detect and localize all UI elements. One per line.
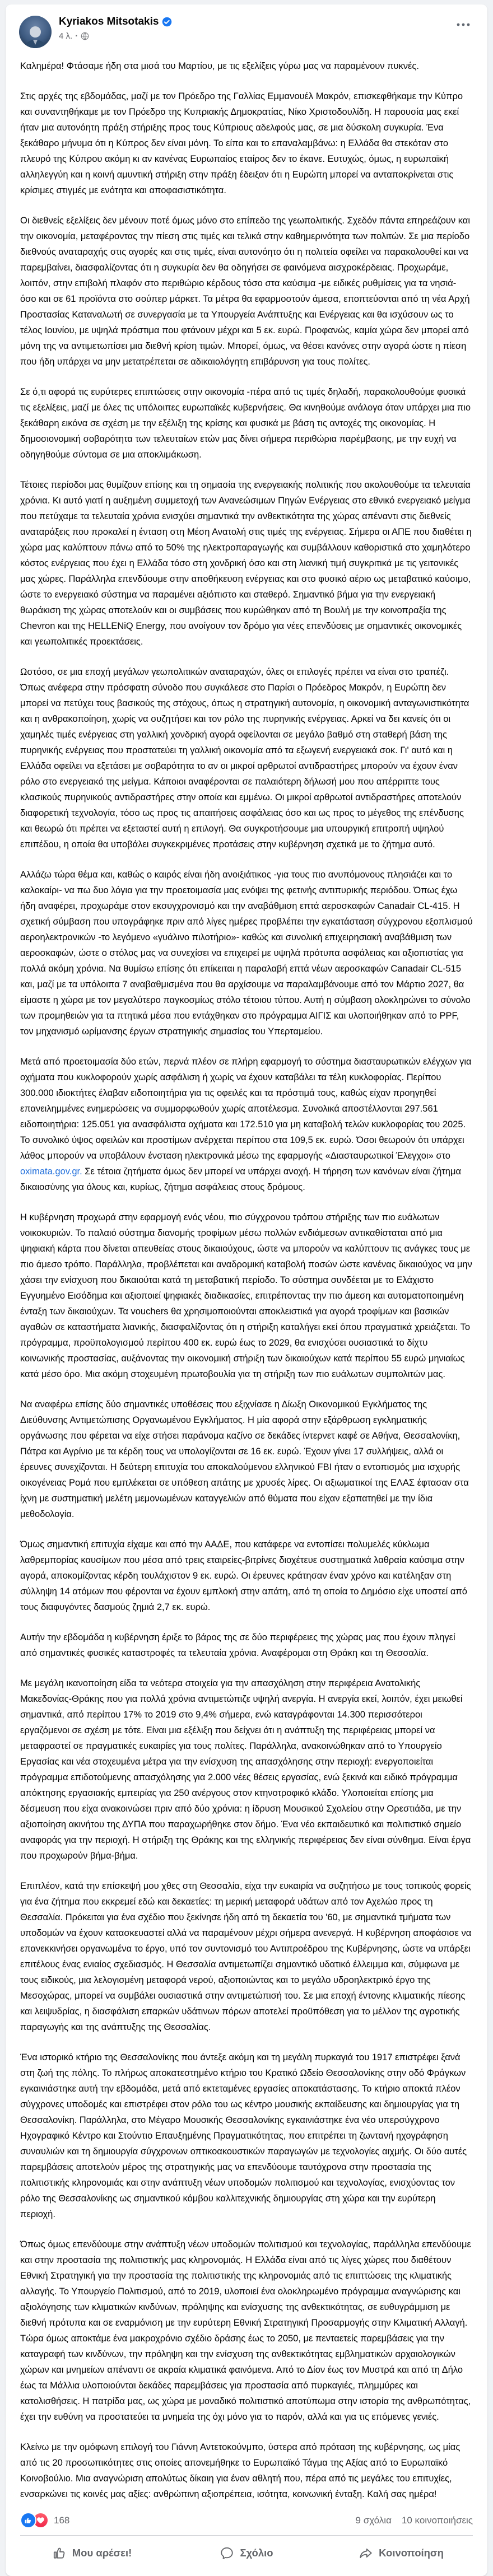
reaction-count: 168 (54, 2514, 70, 2526)
paragraph: Επιπλέον, κατά την επίσκεψή μου χθες στη Θεσσαλία, είχα την ευκαιρία να συζητήσω με τους τοπικούς φορείς για ένα ζήτημα που εκκρεμεί εδώ και δεκαετίες: τη μερική μεταφορά υδάτων από τον Αχελώο προς τη Θεσσαλία. Πρόκειται για ένα σχέδιο που ξεκίνησε ήδη από τη δεκαετία του '60, με σημαντικά τμήματα των υποδομών να έχουν κατασκευαστεί αλλά να παραμένουν μέχρι σήμερα ανενεργά. Η κυβέρνηση αποφάσισε να επανεκκινήσει οργανωμένα το έργο, υπό τον συντονισμό του Αντιπροέδρου της Κυβέρνησης, ώστε να υπάρξει επιτέλους ένας ενιαίος σχεδιασμός. Η Θεσσαλία αντιμετωπίζει σημαντικό υδατικό έλλειμμα και, σύμφωνα με τους ειδικούς, μια λελογισμένη μεταφορά νερού, αξιοποιώντας και το μεγάλο υδροηλεκτρικό έργο της Μεσοχώρας, μπορεί να συμβάλει ουσιαστικά στην αντιμετώπισή του. Σε μια εποχή έντονης κλιματικής πίεσης και λειψυδρίας, η διασφάλιση επαρκών υδάτινων πόρων αποτελεί προϋπόθεση για το μέλλον της αγροτικής παραγωγής και της ανάπτυξης της Θεσσαλίας. (20, 1881, 472, 2032)
paragraph: Αλλάζω τώρα θέμα και, καθώς ο καιρός είναι ήδη ανοιξιάτικος -για τους πιο ανυπόμονους πλησιάζει και το καλοκαίρι- να πω δυο λόγια για την προετοιμασία μας ενόψει της φετινής αντιπυρικής περιόδου. Όπως έχω ήδη αναφέρει, προχωράμε στον εκσυγχρονισμό και την αναβάθμιση επτά αεροσκαφών Canadair CL-415. Η σχετική σύμβαση που υπογράφηκε πριν από λίγες ημέρες προβλέπει την εγκατάσταση σύγχρονου εξοπλισμού αεροηλεκτρονικών -το λεγόμενο «γυάλινο πιλοτήριο»- καθώς και συνολική επιχειρησιακή αναβάθμιση των αεροσκαφών, ώστε ο στόλος μας να συνεχίσει να επιχειρεί με υψηλά πρότυπα ασφάλειας και αξιοπιστίας για πολλά ακόμη χρόνια. Να θυμίσω επίσης ότι επίκειται η παραλαβή επτά νέων αεροσκαφών Canadair CL-515 και, μαζί με τα υπόλοιπα 7 αναβαθμισμένα που θα αρχίσουμε να παραλαμβάνουμε από τον Μάρτιο 2027, θα είμαστε η χώρα με τον μεγαλύτερο παγκοσμίως στόλο τέτοιου τύπου. Αυτή η σύμβαση ολοκληρώνει το σύνολο των προμηθειών για τα πτητικά μέσα που εντάχθηκαν στο πρόγραμμα ΑΙΓΙΣ και υλοποιήθηκαν από το PPF, τον μηχανισμό ωρίμανσης έργων στρατηγικής σημασίας του Υπερταμείου. (20, 870, 473, 1037)
share-button-label: Κοινοποίηση (379, 2547, 444, 2559)
comment-button[interactable] (169, 2539, 324, 2567)
paragraph: Όμως σημαντική επιτυχία είχαμε και από την ΑΑΔΕ, που κατάφερε να εντοπίσει πολυμελές κύκλωμα λαθρεμπορίας καυσίμων που μέσα από τρεις εταιρείες-βιτρίνες διοχέτευε συστηματικά λαθραία καύσιμα στην αγορά, αποκομίζοντας κέρδη τουλάχιστον 9 εκ. ευρώ. Οι έρευνες κράτησαν έναν χρόνο και κατέληξαν στη σύλληψη 14 ατόμων που φέρονται να έχουν εμπλοκή στην απάτη, από τη οποία το Δημόσιο είχε υποστεί από τους διαφυγόντες δασμούς ζημιά 2,7 εκ. ευρώ. (20, 1539, 467, 1612)
post-text (6, 48, 487, 2502)
avatar[interactable] (19, 16, 52, 48)
reactions-summary[interactable] (20, 2512, 69, 2528)
paragraph: Στις αρχές της εβδομάδας, μαζί με τον Πρόεδρο της Γαλλίας Εμμανουέλ Μακρόν, επισκεφθήκαμε την Κύπρο και συναντηθήκαμε με τον Πρόεδρο της Κυπριακής Δημοκρατίας, Νίκο Χριστοδουλίδη. Η παρουσία μας εκεί ήταν μια αυτονόητη πράξη στήριξης προς τους Κύπριους αδελφούς μας, σε μια δύσκολη συγκυρία. Ένα ξεκάθαρο μήνυμα ότι η Κύπρος δεν είναι μόνη. Το είπα και το επαναλαμβάνω: η Ελλάδα θα στεκόταν στο πλευρό της Κύπρου ακόμη κι αν κανένας Ευρωπαίος εταίρος δεν το έκανε. Ευτυχώς, όμως, η ευρωπαϊκή αλληλεγγύη και η κοινή αμυντική στήριξη στην πράξη έδειξαν ότι η Ευρώπη μπορεί να ανταποκρίνεται στις κρίσιμες στιγμές με ενότητα και αποφασιστικότητα. (20, 91, 463, 195)
paragraph: Ένα ιστορικό κτήριο της Θεσσαλονίκης που άντεξε ακόμη και τη μεγάλη πυρκαγιά του 1917 επιστρέφει ξανά στη ζωή της πόλης. Το πλήρως αποκατεστημένο κτήριο του Κρατικό Ωδείο Θεσσαλονίκης στην οδό Φράγκων εγκαινιάστηκε αυτή την εβδομάδα, μετά από εκτεταμένες εργασίες αποκατάστασης. Το κτήριο αποκτά πλέον σύγχρονες υποδομές και επιστρέφει στον ρόλο του ως κέντρο μουσικής εκπαίδευσης και δημιουργίας για τη Θεσσαλονίκη. Παράλληλα, στο Μέγαρο Μουσικής Θεσσαλονίκης εγκαινιάστηκε ένα νέο υπερσύγχρονο Ηχογραφικό Κέντρο και Στούντιο Επαυξημένης Πραγματικότητας, που επιτρέπει τη ζωντανή ηχογράφηση συναυλιών και τη δημιουργία σύγχρονων οπτικοακουστικών παραγωγών με τεχνολογίες αιχμής. Οι δύο αυτές παρεμβάσεις αποτελούν μέρος της στρατηγικής μας να επενδύουμε ταυτόχρονα στην προστασία της πολιτιστικής κληρονομιάς και στην ανάπτυξη νέων υποδομών πολιτισμού και τεχνολογίας, ενισχύοντας τον ρόλο της Θεσσαλονίκης ως σημαντικού κόμβου καλλιτεχνικής δημιουργίας στη χώρα και την ευρύτερη περιοχή. (20, 2052, 467, 2219)
like-reaction-icon (20, 2512, 36, 2528)
engagement-counts-row (6, 2510, 487, 2535)
header-meta (59, 16, 474, 41)
more-options-button[interactable] (453, 19, 474, 30)
paragraph: Κλείνω με την ομόφωνη επιλογή του Γιάννη Αντετοκούνμπο, ύστερα από πρόταση της κυβέρνησης, ως μίας από τις 20 προσωπικότητες στις οποίες απονεμήθηκε το Ευρωπαϊκό Τάγμα της Αξίας από το Ευρωπαϊκό Κοινοβούλιο. Μια αναγνώριση απολύτως δίκαιη για έναν αθλητή που, πέρα από τις μεγάλες του επιτυχίες, ενσαρκώνει τις κοινές μας αξίες: ανθρώπινη αξιοπρέπεια, ισότητα, κοινωνική ένταξη. Καλή σας ημέρα! (20, 2442, 461, 2499)
paragraph-text: Μετά από προετοιμασία δύο ετών, περνά πλέον σε πλήρη εφαρμογή το σύστημα διασταυρωτικών ελέγχων για οχήματα που κυκλοφορούν χωρίς ασφάλιση ή χωρίς να έχουν καταβάλει τα τέλη κυκλοφορίας. Περίπου 300.000 ιδιοκτήτες έλαβαν ειδοποιητήρια για τις οφειλές και τα πρόστιμά τους, καθώς είχαν προηγηθεί επανειλημμένες ενημερώσεις να συμμορφωθούν χωρίς αποτέλεσμα. Συνολικά αποστέλλονται 297.561 ειδοποιητήρια: 125.051 για ανασφάλιστα οχήματα και 172.510 για μη καταβολή τελών κυκλοφορίας του 2025. Το συνολικό ύψος οφειλών και προστίμων ανέρχεται περίπου στα 109,5 εκ. ευρώ. Όσοι θεωρούν ότι υπάρχει λάθος μπορούν να υποβάλουν ένσταση ηλεκτρονικά μέσω της εφαρμογής «Διασταυρωτικοί Έλεγχοι» στο (20, 1057, 472, 1161)
person-silhouette-icon (23, 24, 48, 48)
verified-badge-icon (162, 17, 172, 27)
paragraph-with-link (20, 1054, 473, 1195)
paragraph: Σε ό,τι αφορά τις ευρύτερες επιπτώσεις στην οικονομία -πέρα από τις τιμές δηλαδή, παρακολουθούμε φυσικά τις εξελίξεις, μαζί με όλες τις υπόλοιπες ευρωπαϊκές κυβερνήσεις. Θα κινηθούμε ανάλογα όταν υπάρχει μια πιο ξεκάθαρη εικόνα σε σχέση με την εξέλιξη της κρίσης και φυσικά με βάση τις αντοχές της οικονομίας. Η δημοσιονομική σοβαρότητα των τελευταίων ετών μας δίνει σήμερα περιθώρια παρέμβασης, με την ευχή να οδηγηθούμε σύντομα σε μια αποκλιμάκωση. (20, 387, 471, 460)
oximata-gov-link[interactable]: oximata.gov.gr. (20, 1166, 82, 1177)
post-header (6, 4, 487, 48)
paragraph: Με μεγάλη ικανοποίηση είδα τα νεότερα στοιχεία για την απασχόληση στην περιφέρεια Ανατολικής Μακεδονίας-Θράκης που για πολλά χρόνια αντιμετώπιζε υψηλή ανεργία. Η ανεργία εκεί, λοιπόν, έχει μειωθεί σημαντικά, από περίπου 17% το 2019 στο 9,4% σήμερα, ενώ καταγράφονται 14.300 περισσότεροι εργαζόμενοι σε σχέση με τότε. Είναι μια εξέλιξη που δείχνει ότι η ανάπτυξη της περιφέρειας μπορεί να μεταφραστεί σε πραγματικές ευκαιρίες για τους πολίτες. Παράλληλα, ανακοινώθηκαν από το Υπουργείο Εργασίας και νέα στοχευμένα μέτρα για την ενίσχυση της απασχόλησης στην περιοχή: ενεργοποιείται πρόγραμμα επιδοτούμενης απασχόλησης για 2.000 νέες θέσεις εργασίας, ενώ ξεκινά και ειδικό πρόγραμμα απόκτησης εργασιακής εμπειρίας για 250 ανέργους στον κτηνοτροφικό κλάδο. Υλοποιείται επίσης μια δέσμευση που είχα ανακοινώσει πριν από δύο χρόνια: η ίδρυση Μουσικού Σχολείου στην Ορεστιάδα, με την αξιοποίηση ακινήτου της ΔΥΠΑ που παραχωρήθηκε στον δήμο. Ένα νέο εκπαιδευτικό και πολιτιστικό σημείο αναφοράς για την περιοχή. Η στήριξη της Θράκης και της ελληνικής περιφέρειας δεν είναι σύνθημα. Είναι έργα που προχωρούν βήμα-βήμα. (20, 1678, 471, 1861)
paragraph: Να αναφέρω επίσης δύο σημαντικές υποθέσεις που εξιχνίασε η Δίωξη Οικονομικού Εγκλήματος της Διεύθυνσης Αντιμετώπισης Οργανωμένου Εγκλήματος. Η μία αφορά στην εξάρθρωση εγκληματικής οργάνωσης που φέρεται να είχε στήσει παράνομα καζίνο σε δεκάδες ίντερνετ καφέ σε Αθήνα, Θεσσαλονίκη, Πάτρα και Αγρίνιο με τα κέρδη τους να υπολογίζονται σε 16 εκ. ευρώ. Έχουν γίνει 17 συλλήψεις, αλλά οι έρευνες συνεχίζονται. Η δεύτερη επιτυχία του αποκαλούμενου ελληνικού FBI ήταν ο εντοπισμός μια ισχυρής οικογένειας Ρομά που εμπλέκεται σε υπόθεση απάτης με χρυσές λίρες. Οι αξιωματικοί της ΕΛΑΣ έφτασαν στα ίχνη με συστηματική μελέτη μεμονωμένων καταγγελιών από θύματα που είχαν εξαπατηθεί με την ίδια μεθοδολογία. (20, 1399, 469, 1519)
thumbs-up-icon (52, 2546, 67, 2560)
paragraph: Ωστόσο, σε μια εποχή μεγάλων γεωπολιτικών αναταραχών, όλες οι επιλογές πρέπει να είναι στο τραπέζι. Όπως ανέφερα στην πρόσφατη σύνοδο που συγκάλεσε στο Παρίσι ο Πρόεδρος Μακρόν, η Ευρώπη δεν μπορεί να πετύχει τους βασικούς της στόχους, όπως η στρατηγική αυτονομία, η οικονομική ανταγωνιστικότητα και η ανθρακοποίηση, χωρίς να συζητήσει και τον ρόλο της πυρηνικής ενέργειας. Αρκεί να δει κανείς ότι οι χαμηλές τιμές ενέργειας στη γαλλική χονδρική αγορά οφείλονται σε μεγάλο βαθμό στη σταθερή βάση της πυρηνικής ενέργειας που προστατεύει τη γαλλική οικονομία από τα εξωγενή ενεργειακά σοκ. Γι' αυτό και η Ελλάδα οφείλει να εξετάσει με σοβαρότητα το αν οι μικροί αρθρωτοί αντιδραστήρες μπορούν να έχουν έναν ρόλο στο ενεργειακό της μείγμα. Κάποιοι αναφέρονται σε παλαιότερη δήλωσή μου που απέρριπτε τους κλασικούς πυρηνικούς αντιδραστήρες στην οποία και εμμένω. Οι μικροί αρθρωτοί αντιδραστήρες αποτελούν διαφορετική τεχνολογία, τόσο ως προς τις απαιτήσεις ασφάλειας όσο και ως προς το μέγεθος της επένδυσης και θεωρώ ότι πρέπει να εξεταστεί αυτή η επιλογή. Θα συγκροτήσουμε μια υπουργική επιτροπή υψηλού επιπέδου, η οποία θα υποβάλει συγκεκριμένες προτάσεις στην κυβέρνηση σχετικά με το ζήτημα αυτό. (20, 667, 469, 850)
action-bar (6, 2536, 487, 2568)
comment-bubble-icon (220, 2546, 234, 2560)
like-button-label: Μου αρέσει! (72, 2547, 132, 2559)
shares-count[interactable]: 10 κοινοποιήσεις (401, 2514, 473, 2526)
like-button[interactable] (15, 2539, 169, 2567)
paragraph: Η κυβέρνηση προχωρά στην εφαρμογή ενός νέου, πιο σύγχρονου τρόπου στήριξης των πιο ευάλωτων νοικοκυριών. Το παλαιό σύστημα διανομής τροφίμων μέσω πολλών ενδιάμεσων αντικαθίσταται από μια ψηφιακή κάρτα που δίνεται απευθείας στους δικαιούχους, ώστε να μπορούν να καλύπτουν τις ανάγκες τους με πιο άμεσο τρόπο. Παράλληλα, προβλέπεται και αναδρομική καταβολή ποσών ώστε κανένας δικαιούχος να μην χάσει την ενίσχυση που δικαιούται κατά τη μεταβατική περίοδο. Το σύστημα συνδέεται με το Ελάχιστο Εγγυημένο Εισόδημα και αξιοποιεί ψηφιακές διαδικασίες, επιτρέποντας την πιο άμεση και αυτοματοποιημένη ένταξη των δικαιούχων. Τα vouchers θα χρησιμοποιούνται αποκλειστικά για αγορά τροφίμων και βασικών αγαθών σε καταστήματα λιανικής, διασφαλίζοντας ότι η στήριξη καταλήγει εκεί όπου πραγματικά χρειάζεται. Το πρόγραμμα, προϋπολογισμού περίπου 400 εκ. ευρώ έως το 2029, θα ενισχύσει ουσιαστικά το δίχτυ κοινωνικής προστασίας, αυξάνοντας την οικονομική στήριξη των δικαιούχων κατά περίπου 55 ευρώ μηνιαίως κατά μέσο όρο. Μια ακόμη στοχευμένη πρωτοβουλία για τη στήριξη των πιο ευάλωτων συμπολιτών μας. (20, 1212, 472, 1379)
paragraph: Τέτοιες περίοδοι μας θυμίζουν επίσης και τη σημασία της ενεργειακής πολιτικής που ακολουθούμε τα τελευταία χρόνια. Κι αυτό γιατί η αυξημένη συμμετοχή των Ανανεώσιμων Πηγών Ενέργειας στο εθνικό ενεργειακό μείγμα που πετύχαμε τα τελευταία χρόνια ενισχύει σημαντικά την ανθεκτικότητα της χώρας απέναντι στις διεθνείς αναταράξεις που προκαλεί η ένταση στη Μέση Ανατολή στις τιμές της ενέργειας. Σήμερα οι ΑΠΕ που διαθέτει η χώρα μας καλύπτουν πάνω από το 50% της ηλεκτροπαραγωγής και συμβάλλουν καθοριστικά στο χαμηλότερο κόστος ενέργειας που έχει η Ελλάδα τόσο στη χονδρική όσο και στη λιανική τιμή συγκριτικά με τις γειτονικές μας χώρες. Παράλληλα επενδύουμε στην αποθήκευση ενέργειας και στο φυσικό αέριο ως μεταβατικό καύσιμο, ώστε το ενεργειακό σύστημα να παραμένει αξιόπιστο και σταθερό. Σημαντικό βήμα για την ενεργειακή θωράκιση της χώρας αποτελούν και οι συμβάσεις που κυρώθηκαν από τη Βουλή με την κοινοπραξία της Chevron και της HELLENiQ Energy, που ανοίγουν τον δρόμο για νέες επενδύσεις με σημαντικές οικονομικές και γεωπολιτικές προεκτάσεις. (20, 480, 472, 647)
globe-public-icon (81, 32, 89, 40)
comment-button-label: Σχόλιο (240, 2547, 273, 2559)
paragraph: Αυτήν την εβδομάδα η κυβέρνηση έριξε το βάρος της σε δύο περιφέρειες της χώρας μας που έχουν πληγεί από σημαντικές φυσικές καταστροφές τα τελευταία χρόνια. Αναφέρομαι στη Θράκη και τη Θεσσαλία. (20, 1632, 455, 1658)
post-timestamp[interactable]: 4 λ. (59, 31, 73, 41)
share-button[interactable] (324, 2539, 478, 2567)
paragraph: Όπως όμως επενδύουμε στην ανάπτυξη νέων υποδομών πολιτισμού και τεχνολογίας, παράλληλα επενδύουμε και στην προστασία της πολιτιστικής μας κληρονομιάς. Η Ελλάδα είναι από τις λίγες χώρες που διαθέτουν Εθνική Στρατηγική για την προστασία της πολιτιστικής της κληρονομιάς από τις επιπτώσεις της κλιματικής αλλαγής. Το Υπουργείο Πολιτισμού, από το 2019, υλοποιεί ένα ολοκληρωμένο πρόγραμμα αναγνώρισης και αξιολόγησης των κλιματικών κινδύνων, πρόληψης και ενίσχυσης της ανθεκτικότητας, σε ευθυγράμμιση με διεθνή πρότυπα και σε εναρμόνιση με την ευρύτερη Εθνική Στρατηγική Προσαρμογής στην Κλιματική Αλλαγή. Τώρα όμως αποκτάμε ένα μακροχρόνιο σχέδιο δράσης έως το 2050, με πενταετείς παρεμβάσεις για την καταγραφή των κινδύνων, την πρόληψη και την ενίσχυση της ανθεκτικότητας εμβληματικών αρχαιολογικών χώρων και μνημείων απέναντι σε ακραία κλιματικά φαινόμενα. Από το Δίον έως τον Μυστρά και από τη Δήλο έως τα Μάλλια υλοποιούνται δεκάδες παρεμβάσεις για προστασία από πυρκαγιές, πλημμύρες και κατολισθήσεις. Η πατρίδα μας, ως χώρα με μοναδικό πολιτιστικό αποτύπωμα στην ιστορία της ανθρωπότητας, έχει την ευθύνη να προστατεύει τα μνημεία της όχι μόνο για το παρόν, αλλά και για τις επόμενες γενιές. (20, 2239, 471, 2422)
comments-count[interactable]: 9 σχόλια (355, 2514, 392, 2526)
separator-dot: · (75, 31, 78, 41)
paragraph-text: Σε τέτοια ζητήματα όμως δεν μπορεί να υπάρχει ανοχή. Η τήρηση των κανόνων είναι ζήτημα δικαιοσύνης για όλους και, κυρίως, ζήτημα ασφάλειας στους δρόμους. (20, 1166, 462, 1192)
facebook-post-card (6, 4, 487, 2576)
paragraph: Οι διεθνείς εξελίξεις δεν μένουν ποτέ όμως μόνο στο επίπεδο της γεωπολιτικής. Σχεδόν πάντα επηρεάζουν και την οικονομία, μεταφέροντας την πίεση στις τιμές και τελικά στην καθημερινότητα των πολιτών. Σε μια περίοδο διεθνούς αναταραχής στις αγορές και στις τιμές, είναι αυτονόητο ότι η πολιτεία οφείλει να παρακολουθεί και να παρεμβαίνει, διασφαλίζοντας ότι η συγκυρία δεν θα οδηγήσει σε φαινόμενα αισχροκέρδειας. Προχωράμε, λοιπόν, στην επιβολή πλαφόν στο περιθώριο κέρδους τόσο στα καύσιμα -με ειδικές ρυθμίσεις για τα νησιά- όσο και σε 61 προϊόντα στο σούπερ μάρκετ. Τα μέτρα θα εφαρμοστούν άμεσα, εποπτεύονται από τη νέα Αρχή Προστασίας Καταναλωτή σε συνεργασία με τα Υπουργεία Ανάπτυξης και Ενέργειας και θα ισχύσουν ως το τέλος Ιουνίου, με υψηλά πρόστιμα που φτάνουν μέχρι και 5 εκ. ευρώ. Προφανώς, καμία χώρα δεν μπορεί από μόνη της να αντιμετωπίσει μια διεθνή κρίση τιμών. Μπορεί, όμως, να θέσει κανόνες στην αγορά ώστε η πίεση που ήδη υπάρχει να μην μετατρέπεται σε αδικαιολόγητη επιβάρυνση για τους πολίτες. (20, 216, 470, 367)
paragraph: Καλημέρα! Φτάσαμε ήδη στα μισά του Μαρτίου, με τις εξελίξεις γύρω μας να παραμένουν πυκνές. (20, 61, 419, 71)
share-arrow-icon (359, 2546, 373, 2560)
author-name[interactable]: Kyriakos Mitsotakis (59, 16, 159, 27)
three-dots-icon (456, 22, 471, 27)
